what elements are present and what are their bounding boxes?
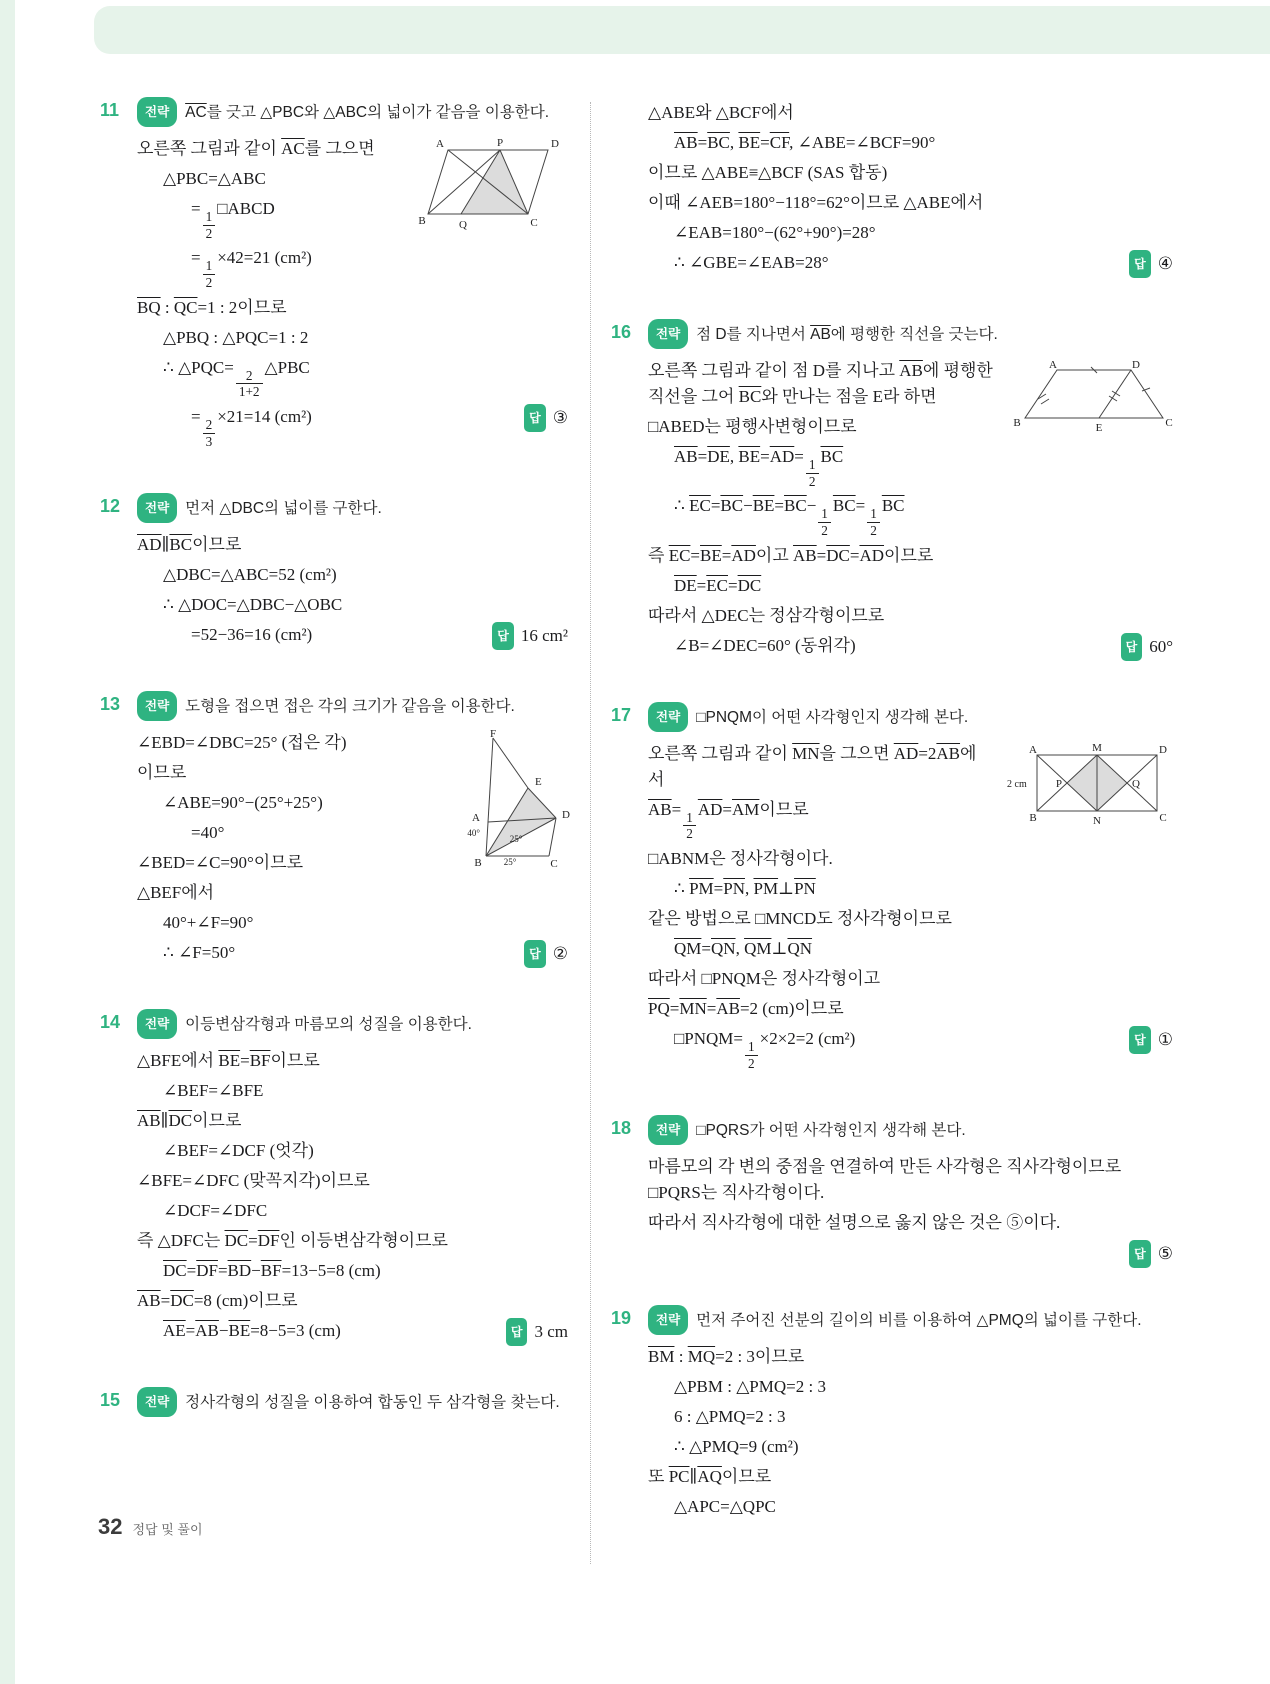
solution-line: [648, 218, 1173, 248]
problem-16: [611, 320, 1173, 661]
diagram-label: C: [1165, 417, 1173, 429]
solution-line: [137, 1076, 568, 1106]
diagram-d16: [1013, 358, 1173, 439]
line-text: $\overline{BM}$ : $\overline{MQ}=2$ : 3이므로: [648, 1346, 805, 1366]
problem-number: 13: [100, 693, 121, 714]
line-text: $\overline{DE}=\overline{EC}=\overline{DC}$: [674, 575, 762, 595]
solution-line: [137, 323, 568, 353]
diagram-label: E: [1095, 422, 1103, 434]
line-text: =40°: [191, 822, 225, 842]
diagram-d17: [1005, 741, 1173, 832]
line-text: =52−36=16 (cm²): [191, 624, 313, 644]
solution-body: [648, 1152, 1173, 1264]
line-text: 따라서 △DEC는 정삼각형이므로: [648, 605, 885, 625]
left-edge-band: [0, 0, 15, 1684]
problem-header: [100, 494, 568, 524]
problem-number: 11: [100, 100, 120, 120]
answer-value: ④: [1157, 254, 1173, 273]
answer-badge: 답: [506, 1318, 528, 1346]
strategy-text: 점 D를 지나면서 $\overline{AB}$에 평행한 직선을 긋는다.: [696, 326, 998, 343]
diagram-label: A: [1029, 743, 1037, 756]
line-text: $\overline{AB}=\overline{BC}$, $\overline{BE}=\overline{CF}$, ∠ABE=∠BCF=90°: [674, 133, 936, 152]
line-text: $\overline{BQ}$ : $\overline{QC}=1$ : 2이므로: [137, 297, 287, 317]
solution-line: [648, 904, 1173, 934]
left-column: [100, 98, 568, 1564]
line-text: △BEF에서: [137, 882, 215, 902]
solution-line: [648, 964, 1173, 994]
solution-line: [648, 188, 1173, 218]
line-text: 또 $\overline{PC}\parallel\overline{AQ}$이므로: [648, 1466, 772, 1486]
footer-label: 정답 및 풀이: [132, 1522, 203, 1537]
line-text: ∴ $\overline{PM}=\overline{PN}$, $\overline{PM}\perp\overline{PN}$: [674, 879, 816, 899]
line-text: ∠BFE=∠DFC (맞꼭지각)이므로: [137, 1170, 370, 1190]
strategy-line: [137, 1388, 568, 1418]
diagram-label: E: [535, 775, 542, 788]
line-text: ∠BEF=∠DCF (엇각): [163, 1140, 314, 1160]
angle-label: 25°: [509, 833, 523, 844]
diagram-label: A: [1049, 359, 1057, 371]
answer: [1129, 1240, 1173, 1268]
problem-number: 18: [611, 1117, 632, 1138]
diagram-label: D: [562, 808, 570, 821]
diagram-label: F: [489, 727, 497, 740]
answer: [506, 1318, 568, 1346]
strategy-line: [648, 1116, 1173, 1146]
problem-number: 14: [100, 1011, 121, 1032]
strategy-badge: 전략: [648, 319, 688, 349]
line-text: = $\frac{1}{2}$ □ABCD: [191, 199, 275, 241]
diagram-d13: [436, 727, 570, 875]
line-text: 즉 △DFC는 $\overline{DC}=\overline{DF}$인 이등변삼각형이므로: [137, 1230, 448, 1250]
problem-header: [611, 703, 1173, 733]
answer: [1121, 633, 1173, 661]
strategy-badge: 전략: [137, 493, 177, 523]
solution-line: [137, 1316, 568, 1346]
solution-line: [648, 248, 1173, 278]
line-text: 같은 방법으로 □MNCD도 정사각형이므로: [648, 909, 952, 929]
strategy-badge: 전략: [648, 702, 688, 732]
solution-body: [137, 134, 568, 452]
line-text: □ABED는 평행사변형이므로: [648, 417, 857, 436]
diagram-label: B: [418, 215, 426, 227]
answer: [1129, 250, 1173, 278]
problem-number: 16: [611, 322, 632, 342]
answer-value: ②: [552, 943, 568, 963]
solution-line: [137, 1046, 568, 1076]
line-text: $\overline{AB}=\overline{DC}=8$ (cm)이므로: [137, 1290, 298, 1310]
diagram-label: Q: [459, 219, 467, 231]
problem-11: [100, 98, 568, 452]
solution-line: [648, 98, 1173, 128]
diagram-label: D: [1159, 743, 1167, 756]
problem-12: [100, 494, 568, 650]
problem-header: [611, 1306, 1173, 1336]
answer-value: 3 cm: [534, 1321, 568, 1341]
column-divider: [590, 102, 591, 1564]
solution-line: [648, 994, 1173, 1024]
solution-line: [648, 601, 1173, 631]
line-text: 따라서 □PNQM은 정사각형이고: [648, 969, 881, 989]
line-text: 이때 ∠AEB=180°−118°=62°이므로 △ABE에서: [648, 193, 984, 212]
solution-body: [648, 739, 1173, 1074]
solution-line: [648, 1462, 1173, 1492]
solution-line: [137, 353, 568, 402]
answer: [492, 622, 568, 650]
line-text: △ABE와 △BCF에서: [648, 103, 794, 122]
line-text: 40°+∠F=90°: [163, 912, 254, 932]
solution-line: [137, 590, 568, 620]
line-text: = $\frac{2}{3}$ ×21=14 (cm²): [191, 407, 312, 449]
line-text: ∴ △PQC= $\frac{2}{1+2}$ △PBC: [163, 357, 310, 400]
solution-line: [137, 530, 568, 560]
line-text: △DBC=△ABC=52 (cm²): [163, 564, 337, 584]
problem-number: 19: [611, 1307, 632, 1328]
angle-label: 40°: [467, 827, 480, 838]
solution-line: [648, 844, 1173, 874]
line-text: 오른쪽 그림과 같이 $\overline{MN}$을 그으면 $\overline{AD}=2\overline{AB}$에서: [648, 743, 977, 789]
strategy-text: 먼저 △DBC의 넓이를 구한다.: [185, 499, 382, 517]
answer: [524, 404, 568, 432]
solution-line: [648, 1432, 1173, 1462]
diagram-label: Q: [1132, 777, 1140, 790]
problem-header: [100, 98, 568, 128]
solution-line: [648, 1208, 1173, 1238]
diagram-label: C: [530, 217, 538, 229]
line-text: ∴ △PMQ=9 (cm²): [674, 1436, 799, 1456]
solution-body: [137, 1046, 568, 1346]
line-text: ∠EBD=∠DBC=25° (접은 각): [137, 732, 347, 752]
solution-body: [648, 98, 1173, 278]
length-label: 2 cm: [1007, 778, 1027, 790]
solution-line: [137, 1136, 568, 1166]
diagram-label: B: [1013, 417, 1021, 429]
problem-header: [611, 1116, 1173, 1146]
strategy-badge: 전략: [137, 1009, 177, 1039]
strategy-badge: 전략: [137, 691, 177, 721]
strategy-line: [648, 703, 1173, 733]
line-text: ∴ ∠GBE=∠EAB=28°: [674, 253, 829, 272]
solution-line: [648, 934, 1173, 964]
diagram-label: P: [496, 137, 504, 149]
strategy-badge: 전략: [648, 1115, 688, 1145]
answer-value: ⑤: [1157, 1243, 1173, 1263]
problem-number: 15: [100, 1389, 121, 1410]
solution-line: [137, 878, 568, 908]
line-text: = $\frac{1}{2}$ ×42=21 (cm²): [191, 248, 312, 290]
solution-line: [648, 541, 1173, 571]
solution-line: [648, 1402, 1173, 1432]
strategy-text: 먼저 주어진 선분의 길이의 비를 이용하여 △PMQ의 넓이를 구한다.: [696, 1311, 1142, 1329]
line-text: ∠B=∠DEC=60° (동위각): [674, 635, 856, 655]
solution-line: [648, 631, 1173, 661]
solution-line: [648, 571, 1173, 601]
answer-badge: 답: [1121, 633, 1143, 661]
solution-body: [137, 530, 568, 650]
line-text: $\overline{PQ}=\overline{MN}=\overline{AB}=2$ (cm)이므로: [648, 999, 844, 1019]
answer-value: ①: [1157, 1030, 1173, 1050]
solution-line: [137, 620, 568, 650]
solution-line: [648, 1024, 1173, 1073]
strategy-line: [137, 98, 568, 128]
solution-line: [137, 938, 568, 968]
line-text: 즉 $\overline{EC}=\overline{BE}=\overline{AD}$이고 $\overline{AB}=\overline{DC}=\overline{AD}$이므로: [648, 545, 934, 565]
line-text: 이므로: [137, 762, 187, 782]
solution-line: [648, 1238, 1173, 1264]
answer-value: 16 cm²: [520, 625, 568, 645]
line-text: $\overline{AE}=\overline{AB}-\overline{BE}=8-5=3$ (cm): [163, 1320, 341, 1340]
solution-line: [137, 243, 568, 292]
problem-number: 17: [611, 704, 632, 725]
answer-value: 60°: [1149, 636, 1173, 656]
line-text: △PBC=△ABC: [163, 169, 266, 188]
line-text: 따라서 직사각형에 대한 설명으로 옳지 않은 것은 ⑤이다.: [648, 1212, 1061, 1232]
strategy-line: [648, 320, 1173, 350]
solution-line: [137, 1196, 568, 1226]
solution-line: [648, 491, 1173, 540]
problem-15: [100, 1388, 568, 1418]
line-text: $\overline{DC}=\overline{DF}=\overline{BD}-\overline{BF}=13-5=8$ (cm): [163, 1260, 381, 1280]
line-text: □ABNM은 정사각형이다.: [648, 849, 833, 869]
strategy-badge: 전략: [137, 97, 177, 127]
answer-badge: 답: [492, 622, 514, 650]
line-text: $\overline{AB}=$ $\frac{1}{2}$ $\overline{AD}=\overline{AM}$이므로: [648, 799, 809, 842]
problem-header: [100, 1388, 568, 1418]
folded-figure-diagram: [436, 727, 570, 870]
diagram-label: C: [550, 857, 558, 870]
line-text: ∴ ∠F=50°: [163, 942, 236, 962]
line-text: ∴ △DOC=△DBC−△OBC: [163, 594, 343, 614]
solution-line: [137, 1166, 568, 1196]
line-text: ∠BED=∠C=90°이므로: [137, 852, 304, 872]
diagram-label: B: [474, 856, 482, 869]
strategy-badge: 전략: [648, 1305, 688, 1335]
strategy-line: [137, 1010, 568, 1040]
line-text: 이므로 △ABE≡△BCF (SAS 합동): [648, 163, 888, 182]
answer-value: ③: [552, 408, 568, 428]
strategy-line: [648, 1306, 1173, 1336]
line-text: ∠DCF=∠DFC: [163, 1200, 268, 1220]
top-band: [94, 6, 1270, 54]
strategy-text: □PQRS가 어떤 사각형인지 생각해 본다.: [696, 1121, 966, 1139]
right-column: [611, 98, 1173, 1564]
strategy-badge: 전략: [137, 1387, 177, 1417]
diagram-label: A: [472, 811, 480, 824]
diagram-label: D: [551, 138, 559, 150]
strategy-line: [137, 692, 568, 722]
strategy-text: $\overline{AC}$를 긋고 △PBC와 △ABC의 넓이가 같음을 이용한다.: [185, 104, 550, 121]
problem-19: [611, 1306, 1173, 1522]
line-text: □PNQM= $\frac{1}{2}$ ×2×2=2 (cm²): [674, 1029, 856, 1071]
solution-line: [648, 1152, 1173, 1208]
problem-header: [611, 320, 1173, 350]
problem-13: [100, 692, 568, 968]
line-text: △APC=△QPC: [674, 1496, 776, 1516]
diagram-label: M: [1092, 741, 1102, 754]
solution-line: [648, 128, 1173, 158]
solution-body: [137, 728, 568, 968]
parallelogram-diagram: [418, 136, 568, 232]
answer-badge: 답: [1129, 1240, 1151, 1268]
strategy-text: 정사각형의 성질을 이용하여 합동인 두 삼각형을 찾는다.: [185, 1393, 560, 1411]
problem-18: [611, 1116, 1173, 1264]
line-text: $\overline{AB}=\overline{DE}$, $\overline{BE}=\overline{AD}=$ $\frac{1}{2}$ $\overline{BC}$: [674, 447, 844, 489]
answer-badge: 답: [524, 940, 546, 968]
line-text: 오른쪽 그림과 같이 점 D를 지나고 $\overline{AB}$에 평행한 직선을 그어 $\overline{BC}$와 만나는 점을 E라 하면: [648, 361, 993, 406]
strategy-text: 도형을 접으면 접은 각의 크기가 같음을 이용한다.: [185, 697, 515, 715]
solution-line: [137, 402, 568, 451]
page-number: 32: [98, 1514, 123, 1539]
solution-line: [137, 560, 568, 590]
line-text: $\overline{QM}=\overline{QN}$, $\overline{QM}\perp\overline{QN}$: [674, 939, 813, 959]
solution-line: [137, 908, 568, 938]
line-text: ∠ABE=90°−(25°+25°): [163, 792, 323, 812]
line-text: △BFE에서 $\overline{BE}=\overline{BF}$이므로: [137, 1050, 320, 1070]
problem-header: [100, 1010, 568, 1040]
answer-badge: 답: [1129, 250, 1151, 278]
solution-line: [648, 1342, 1173, 1372]
line-text: ∠EAB=180°−(62°+90°)=28°: [674, 223, 876, 242]
solution-line: [648, 1492, 1173, 1522]
line-text: 마름모의 각 변의 중점을 연결하여 만든 사각형은 직사각형이므로 □PQRS는 직사각형이다.: [648, 1156, 1122, 1202]
problem-number: 12: [100, 495, 121, 516]
solution-line: [648, 158, 1173, 188]
line-text: $\overline{AD}\parallel\overline{BC}$이므로: [137, 534, 242, 554]
diagram-d11: [418, 136, 568, 237]
solution-line: [137, 1256, 568, 1286]
answer: [524, 940, 568, 968]
solution-body: [648, 1342, 1173, 1522]
line-text: ∴ $\overline{EC}=\overline{BC}-\overline{BE}=\overline{BC}-$ $\frac{1}{2}$ $\overline{BC}=$ $\frac{1}{2}$ $\overline{BC}$: [674, 496, 905, 538]
problem-header: [100, 692, 568, 722]
line-text: 오른쪽 그림과 같이 $\overline{AC}$를 그으면: [137, 139, 375, 158]
answer-badge: 답: [1129, 1026, 1151, 1054]
answer: [1129, 1026, 1173, 1054]
solution-line: [648, 442, 1173, 491]
line-text: △PBQ : △PQC=1 : 2: [163, 327, 309, 347]
strategy-text: 이등변삼각형과 마름모의 성질을 이용한다.: [185, 1015, 472, 1033]
problem-17: [611, 703, 1173, 1074]
rectangle-diagram: [1005, 741, 1173, 827]
solution-line: [137, 1106, 568, 1136]
diagram-label: P: [1055, 777, 1062, 790]
diagram-label: N: [1093, 814, 1101, 827]
problem-continuation: [611, 98, 1173, 278]
page-footer: [98, 1514, 203, 1540]
strategy-line: [137, 494, 568, 524]
diagram-label: C: [1159, 811, 1167, 824]
problem-14: [100, 1010, 568, 1346]
solution-line: [137, 293, 568, 323]
line-text: 6 : △PMQ=2 : 3: [674, 1406, 786, 1426]
solution-body: [648, 356, 1173, 661]
page-content: [100, 98, 1182, 1564]
line-text: ∠BEF=∠BFE: [163, 1080, 264, 1100]
solution-line: [648, 874, 1173, 904]
angle-label: 25°: [503, 856, 517, 867]
diagram-label: B: [1029, 811, 1037, 824]
diagram-label: D: [1132, 359, 1140, 371]
answer-badge: 답: [524, 404, 546, 432]
line-text: $\overline{AB}\parallel\overline{DC}$이므로: [137, 1110, 242, 1130]
solution-line: [137, 1226, 568, 1256]
line-text: △PBM : △PMQ=2 : 3: [674, 1376, 826, 1396]
solution-line: [648, 1372, 1173, 1402]
strategy-text: □PNQM이 어떤 사각형인지 생각해 본다.: [696, 708, 969, 726]
trapezoid-diagram: [1013, 358, 1173, 434]
diagram-label: A: [436, 138, 444, 150]
solution-line: [137, 1286, 568, 1316]
